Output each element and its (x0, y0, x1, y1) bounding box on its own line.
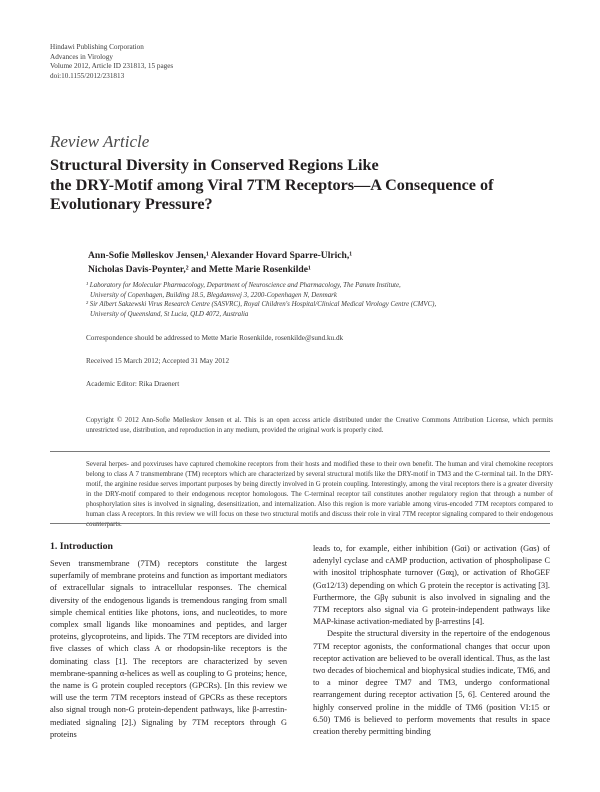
body-paragraph: Despite the structural diversity in the repertoire of the endogenous 7TM receptor agonists, the conformational changes that occur upon receptor activation are believed to be overall identical. Thus, as the last two decades of biochemical and biophysical studies indicate, TM6, and to a minor degree TM7 and TM3, undergo conformational rearrangement during receptor activation [5, 6]. Centered around the highly conserved proline in the middle of TM6 (position VI:15 or 6.50) TM6 is believed to perform movements that results in space creation thereby permitting binding (313, 629, 550, 737)
affiliation-line: University of Queensland, St Lucia, QLD 4072, Australia (90, 310, 249, 318)
authors-line: Ann-Sofie Mølleskov Jensen,¹ Alexander Hovard Sparre-Ulrich,¹ (88, 250, 353, 261)
title-line: Evolutionary Pressure? (50, 195, 213, 214)
title-line: the DRY-Motif among Viral 7TM Receptors—A Consequence of (50, 175, 494, 194)
authors-line: Nicholas Davis-Poynter,² and Mette Marie Rosenkilde¹ (88, 263, 311, 275)
journal-name: Advances in Virology (50, 52, 113, 61)
abstract: Several herpes- and poxviruses have captured chemokine receptors from their hosts and modified these to their own benefit. The human and viral chemokine receptors belong to class A 7 transmembrane (TM) receptors which are characterized by several structural motifs like the DRY-motif in TM3 and the C-terminal tail. In the DRY-motif, the arginine residue serves important purposes by being directly involved in G protein coupling. Interestingly, among the viral receptors there is a greater diversity in the DRY-motif compared to their endogenous receptor homologous. The C-terminal receptor tail constitutes another regulatory region that through a number of phosphorylation sites is involved in signaling, desensitization, and internalization. Also this region is more variable among virus-encoded 7TM receptors compared to human class A receptors. In this review we will focus on these two structural motifs and discuss their role in viral 7TM receptor signaling compared to their endogenous counterparts. (86, 461, 553, 528)
affiliation-line: University of Copenhagen, Building 18.5, Blegdamsvej 3, 2200-Copenhagen N, Denmark (90, 291, 337, 299)
left-column (50, 558, 287, 741)
affiliations (86, 281, 436, 319)
right-column (313, 543, 550, 738)
received-dates: Received 15 March 2012; Accepted 31 May 2012 (86, 357, 230, 365)
doi: doi:10.1155/2012/231813 (50, 71, 125, 80)
correspondence: Correspondence should be addressed to Mette Marie Rosenkilde, rosenkilde@sund.ku.dk (86, 334, 344, 342)
article-title (50, 156, 570, 215)
body-paragraph: leads to, for example, either inhibition (Gαi) or activation (Gαs) of adenylyl cyclase and cAMP production, activation of phospholipase C with inositol triphosphate turnover (Gαq), or activation of RhoGEF (Gα12/13) depending on which G protein the receptor is activating [3]. Furthermore, the Gβγ subunit is also involved in signaling and the 7TM receptors also signal via G protein-independent pathways like MAP-kinase activation-mediated by β-arrestins [4]. (313, 544, 550, 627)
article-type: Review Article (50, 132, 150, 151)
title-line: Structural Diversity in Conserved Regions Like (50, 156, 379, 174)
affiliation-line: ¹ Laboratory for Molecular Pharmacology, Department of Neuroscience and Pharmacology, The Panum Institute, (86, 282, 401, 289)
section-heading: 1. Introduction (50, 541, 113, 552)
volume-info: Volume 2012, Article ID 231813, 15 pages (50, 62, 174, 71)
author-list (88, 249, 352, 277)
abstract-top-rule (50, 451, 550, 452)
academic-editor: Academic Editor: Rika Draenert (86, 380, 180, 388)
abstract-bottom-rule (50, 523, 550, 524)
publisher-name: Hindawi Publishing Corporation (50, 43, 144, 51)
body-paragraph: Seven transmembrane (7TM) receptors constitute the largest superfamily of membrane proteins and function as important mediators of extracellular signals to intracellular responses. The chemical diversity of the endogenous ligands is tremendous ranging from small simple chemical entities like photons, ions, and nucleotides, to more complex small ligands like monoamines and peptides, and larger proteins, glycoproteins, and lipids. The 7TM receptors are divided into five classes of which class A or rhodopsin-like receptors is the dominating class [1]. The receptors are characterized by seven membrane-spanning α-helices as well as coupling to G proteins; hence, the name is G protein coupled receptors (GPCRs). [In this review we will use the term 7TM receptors instead of GPCRs as these receptors also signal trough non-G protein-dependent pathways, like β-arrestin-mediated signaling [2].) Signaling by 7TM receptors through G proteins (50, 559, 287, 739)
copyright-notice: Copyright © 2012 Ann-Sofie Mølleskov Jensen et al. This is an open access article distributed under the Creative Commons Attribution License, which permits unrestricted use, distribution, and reproduction in any medium, provided the original work is properly cited. (86, 417, 553, 434)
journal-header (50, 43, 173, 81)
affiliation-line: ² Sir Albert Sakzewski Virus Research Centre (SASVRC), Royal Children's Hospital/Clinical Medical Virology Centre (CMVC), (86, 301, 437, 309)
